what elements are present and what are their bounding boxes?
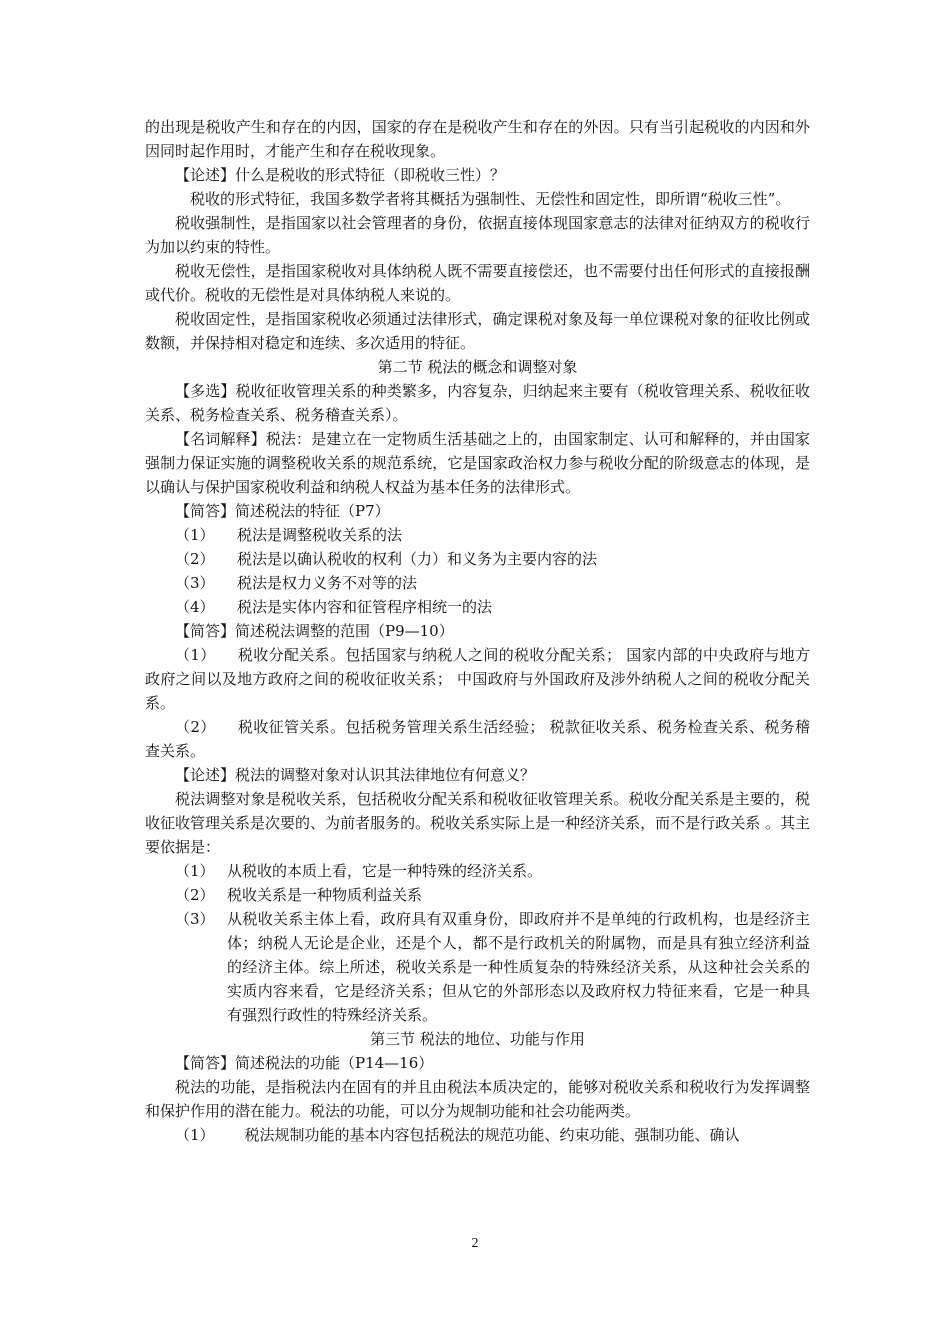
list-number: （1） (175, 862, 215, 880)
list-text: 税法是权力义务不对等的法 (237, 574, 418, 592)
list-number: （2） (175, 550, 215, 568)
list-number: （1） (175, 526, 215, 544)
features-list (145, 523, 810, 619)
list-text: 税收分配关系。包括国家与纳税人之间的税收分配关系； 国家内部的中央政府与地方政府之间以及地方政府之间的税收征收关系； 中国政府与外国政府及涉外纳税人之间的税收分配关系。 (145, 646, 810, 712)
list-text: 从税收关系主体上看，政府具有双重身份，即政府并不是单纯的行政机构，也是经济主体；纳税人无论是企业，还是个人，都不是行政机关的附属物，而是具有独立经济利益的经济主体。综上所述，税收关系是一种性质复杂的特殊经济关系，从这种社会关系的实质内容来看，它是经济关系；但从它的外部形态以及政府权力特征来看，它是一种具有强烈行政性的特殊经济关系。 (227, 910, 810, 1024)
list-item (145, 571, 810, 595)
list-item (145, 883, 810, 907)
list-text: 税收征管关系。包括税务管理关系生活经验； 税款征收关系、税务检查关系、税务稽查关系。 (145, 718, 810, 760)
body-text (145, 115, 810, 1147)
list-item (145, 1123, 810, 1147)
page-number: 2 (471, 1236, 479, 1251)
list-item (145, 907, 810, 1027)
list-item (145, 715, 810, 763)
list-number: （3） (175, 910, 215, 928)
paragraph: 税法的功能，是指税法内在固有的并且由税法本质决定的，能够对税收关系和税收行为发挥调整和保护作用的潜在能力。税法的功能，可以分为规制功能和社会功能两类。 (145, 1078, 810, 1120)
paragraph: 税收的形式特征，我国多数学者将其概括为强制性、无偿性和固定性，即所谓“税收三性”。 (190, 190, 791, 208)
list-number: （2） (175, 886, 215, 904)
paragraph: 税法调整对象是税收关系，包括税收分配关系和税收征收管理关系。税收分配关系是主要的，税收征收管理关系是次要的、为前者服务的。税收关系实际上是一种经济关系，而不是行政关系 。其主要依据是： (145, 790, 810, 856)
short-answer-question: 【简答】简述税法的功能（P14—16） (175, 1054, 434, 1072)
list-item (145, 523, 810, 547)
basis-list (145, 859, 810, 1027)
paragraph: 税收无偿性，是指国家税收对具体纳税人既不需要直接偿还，也不需要付出任何形式的直接报酬或代价。税收的无偿性是对具体纳税人来说的。 (145, 262, 810, 304)
paragraph: 税收固定性，是指国家税收必须通过法律形式，确定课税对象及每一单位课税对象的征收比例或数额，并保持相对稳定和连续、多次适用的特征。 (145, 310, 810, 352)
short-answer-question: 【简答】简述税法的特征（P7） (175, 502, 390, 520)
multiple-choice-item: 【多选】税收征收管理关系的种类繁多，内容复杂，归纳起来主要有（税收管理关系、税收征收关系、税务检查关系、税务稽查关系）。 (145, 382, 810, 424)
section-heading: 第三节 税法的地位、功能与作用 (370, 1030, 585, 1048)
list-number: （1） (175, 1126, 215, 1144)
list-text: 税法是以确认税收的权利（力）和义务为主要内容的法 (237, 550, 598, 568)
list-number: （1） (175, 646, 216, 664)
list-item (145, 547, 810, 571)
essay-question: 【论述】税法的调整对象对认识其法律地位有何意义？ (175, 766, 536, 784)
list-text: 从税收的本质上看，它是一种特殊的经济关系。 (227, 862, 543, 880)
list-item (145, 643, 810, 715)
essay-question: 【论述】什么是税收的形式特征（即税收三性）？ (175, 166, 506, 184)
list-item (145, 595, 810, 619)
list-text: 税法是实体内容和征管程序相统一的法 (237, 598, 493, 616)
scope-list (145, 643, 810, 763)
list-text: 税法是调整税收关系的法 (237, 526, 403, 544)
short-answer-question: 【简答】简述税法调整的范围（P9—10） (175, 622, 454, 640)
list-number: （3） (175, 574, 215, 592)
list-text: 税收关系是一种物质利益关系 (227, 886, 423, 904)
term-definition: 【名词解释】税法：是建立在一定物质生活基础之上的，由国家制定、认可和解释的，并由国家强制力保证实施的调整税收关系的规范系统，它是国家政治权力参与税收分配的阶级意志的体现，是以确认与保护国家税收利益和纳税人权益为基本任务的法律形式。 (145, 430, 810, 496)
section-heading: 第二节 税法的概念和调整对象 (377, 358, 578, 376)
list-item (145, 859, 810, 883)
list-number: （2） (175, 718, 216, 736)
paragraph: 的出现是税收产生和存在的内因，国家的存在是税收产生和存在的外因。只有当引起税收的内因和外因同时起作用时，才能产生和存在税收现象。 (145, 118, 810, 160)
list-text: 税法规制功能的基本内容包括税法的规范功能、约束功能、强制功能、确认 (244, 1126, 740, 1144)
list-number: （4） (175, 598, 215, 616)
paragraph: 税收强制性，是指国家以社会管理者的身份，依据直接体现国家意志的法律对征纳双方的税收行为加以约束的特性。 (145, 214, 810, 256)
